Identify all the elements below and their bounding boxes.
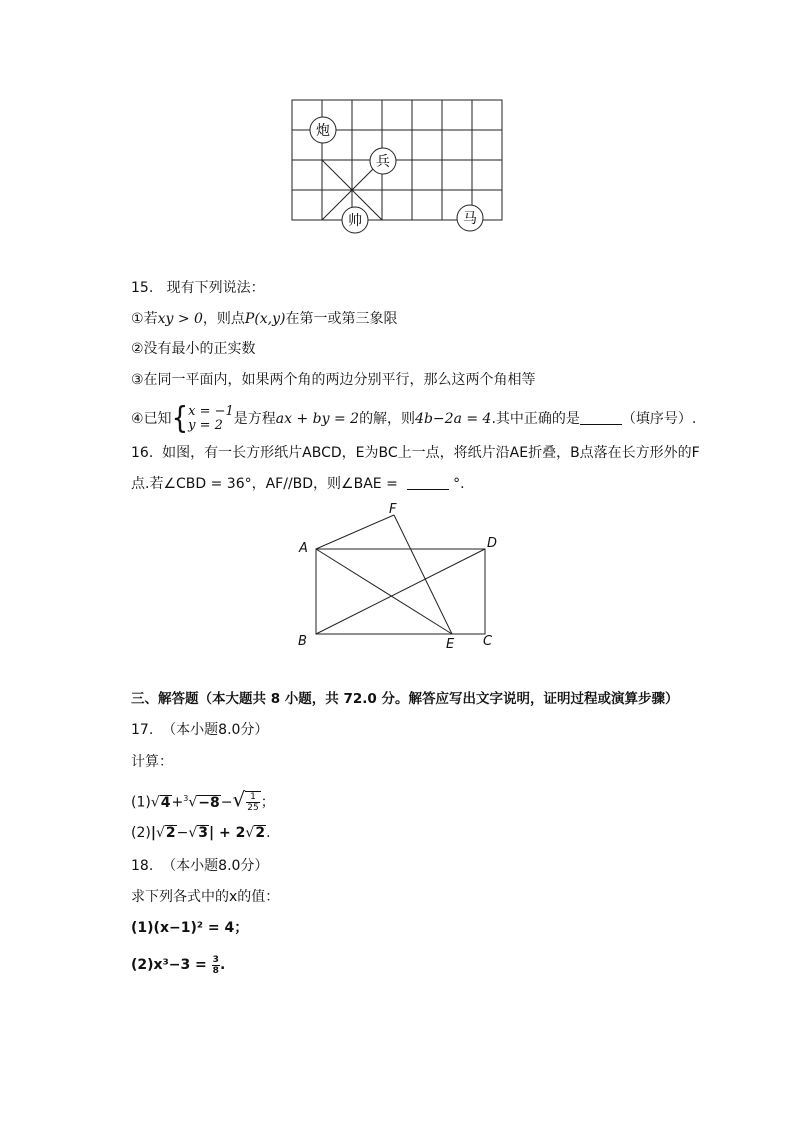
q15-s4-eq2: y = 2 bbox=[188, 418, 223, 433]
q16-text-2-end: °. bbox=[453, 476, 465, 492]
q15-statement-2: ②没有最小的正实数 bbox=[131, 341, 256, 357]
q15-s4-mid1: 是方程 bbox=[233, 411, 276, 427]
label-c: C bbox=[483, 634, 493, 649]
q15-stem-line bbox=[131, 278, 265, 298]
q18-part-2 bbox=[131, 948, 225, 982]
q18-p2-frac-denominator: 8 bbox=[212, 965, 219, 976]
label-f: F bbox=[389, 502, 397, 517]
q17-score: （本小题8.0分） bbox=[162, 722, 269, 738]
label-a: A bbox=[299, 541, 308, 556]
sqrt-sign-icon: √ bbox=[188, 825, 198, 841]
q16-line-1 bbox=[131, 443, 700, 463]
sqrt-sign-icon: √ bbox=[155, 825, 165, 841]
answer-blank[interactable] bbox=[407, 475, 449, 490]
q17-p1-frac-denominator: 25 bbox=[247, 803, 259, 814]
q15-s1-marker: ① bbox=[131, 311, 144, 327]
equation-system bbox=[188, 405, 234, 433]
q15-stem: 现有下列说法： bbox=[166, 280, 265, 296]
q18-p1-expression: (x−1)² = 4 bbox=[153, 920, 235, 936]
q15-s4-mid2: 的解，则 bbox=[359, 411, 416, 427]
q15-s1-point: P(x,y) bbox=[244, 311, 286, 327]
rectangle-fold-figure bbox=[0, 495, 794, 660]
q15-s4-expression: 4b−2a = 4 bbox=[415, 411, 492, 427]
q17-p1-radicand-1: 4 bbox=[160, 794, 171, 811]
q17-p1-end: ； bbox=[260, 794, 275, 811]
label-d: D bbox=[487, 536, 498, 551]
q15-statement-1 bbox=[131, 309, 398, 329]
q16-text-1: 如图，有一长方形纸片ABCD，E为BC上一点，将纸片沿AE折叠，B点落在长方形外的F bbox=[162, 445, 700, 461]
q17-part-2 bbox=[131, 823, 271, 843]
q16-text-2: 点.若∠CBD = 36°，AF//BD，则∠BAE = bbox=[131, 476, 403, 492]
svg-text:炮: 炮 bbox=[316, 123, 330, 139]
q16-line-2 bbox=[131, 474, 465, 494]
label-b: B bbox=[298, 634, 307, 649]
q18-p2-label: (2) bbox=[131, 957, 154, 973]
q15-s4-equation: ax + by = 2 bbox=[275, 411, 360, 427]
segment-af bbox=[316, 515, 394, 549]
q17-p2-abs-open: | bbox=[150, 825, 156, 841]
q15-s4-pre: 已知 bbox=[143, 411, 172, 427]
q18-instruction: 求下列各式中的x的值： bbox=[131, 889, 280, 905]
sqrt-sign-icon: √ bbox=[150, 794, 160, 811]
q17-p2-mid: | + 2 bbox=[209, 825, 246, 841]
q16-number: 16. bbox=[131, 445, 154, 461]
q17-part-1 bbox=[131, 782, 275, 820]
sqrt-sign-icon: √ bbox=[188, 794, 198, 811]
q17-p1-minus: − bbox=[220, 794, 233, 811]
q17-p2-radicand-1: 2 bbox=[165, 825, 176, 841]
q18-p2-frac-numerator: 3 bbox=[212, 954, 219, 965]
sqrt-sign-icon: √ bbox=[245, 825, 255, 841]
piece-bing bbox=[370, 148, 396, 174]
q15-s4-marker: ④ bbox=[131, 411, 144, 427]
q18-p2-end: . bbox=[219, 957, 226, 973]
q17-p1-radicand-2: −8 bbox=[198, 794, 220, 811]
svg-text:马: 马 bbox=[463, 211, 477, 227]
piece-shuai bbox=[342, 207, 368, 233]
q15-number: 15. bbox=[131, 280, 154, 296]
q18-header bbox=[131, 856, 268, 876]
label-e: E bbox=[446, 637, 455, 652]
answer-blank[interactable] bbox=[580, 410, 622, 425]
q17-p2-radicand-3: 2 bbox=[255, 825, 266, 841]
section-3-heading: 三、解答题（本大题共 8 小题，共 72.0 分。解答应写出文字说明，证明过程或演算步骤） bbox=[131, 691, 679, 707]
sqrt-sign-icon: √ bbox=[232, 787, 246, 812]
q17-number: 17. bbox=[131, 722, 154, 738]
q18-number: 18. bbox=[131, 858, 154, 874]
q18-part-1 bbox=[131, 918, 248, 938]
q15-s4-post: .其中正确的是 bbox=[491, 411, 580, 427]
q17-p1-plus: + bbox=[171, 794, 184, 811]
q15-s1-condition: xy > 0 bbox=[157, 311, 203, 327]
q17-p2-label: (2) bbox=[131, 825, 151, 841]
q15-statement-4 bbox=[131, 402, 696, 436]
svg-text:兵: 兵 bbox=[376, 154, 390, 170]
q17-instruction: 计算： bbox=[131, 754, 173, 770]
segment-bd bbox=[316, 549, 485, 634]
svg-text:帅: 帅 bbox=[348, 213, 362, 229]
q17-header bbox=[131, 720, 268, 740]
q18-p2-expression: x³−3 = bbox=[153, 957, 212, 973]
piece-pao bbox=[310, 117, 336, 143]
q15-s1-post: 在第一或第三象限 bbox=[285, 311, 398, 327]
piece-ma bbox=[457, 205, 483, 231]
q18-score: （本小题8.0分） bbox=[162, 858, 269, 874]
q17-p2-minus: − bbox=[176, 825, 189, 841]
cube-root-index: 3 bbox=[183, 794, 189, 803]
q15-s4-tail: （填序号）. bbox=[621, 411, 697, 427]
q15-statement-3: ③在同一平面内，如果两个角的两边分别平行，那么这两个角相等 bbox=[131, 372, 536, 388]
q17-p2-end: . bbox=[266, 825, 271, 841]
q15-s1-mid: ，则点 bbox=[202, 311, 245, 327]
q15-s4-eq1: x = −1 bbox=[188, 404, 234, 419]
q15-s1-pre: 若 bbox=[143, 311, 158, 327]
q17-p2-radicand-2: 3 bbox=[198, 825, 209, 841]
q18-p1-label: (1) bbox=[131, 920, 154, 936]
q18-p1-end: ； bbox=[234, 920, 249, 936]
chess-board-figure bbox=[0, 0, 794, 260]
q17-p1-label: (1) bbox=[131, 794, 151, 811]
equation-system-brace: { bbox=[171, 401, 189, 437]
q17-p1-frac-numerator: 1 bbox=[246, 792, 259, 803]
